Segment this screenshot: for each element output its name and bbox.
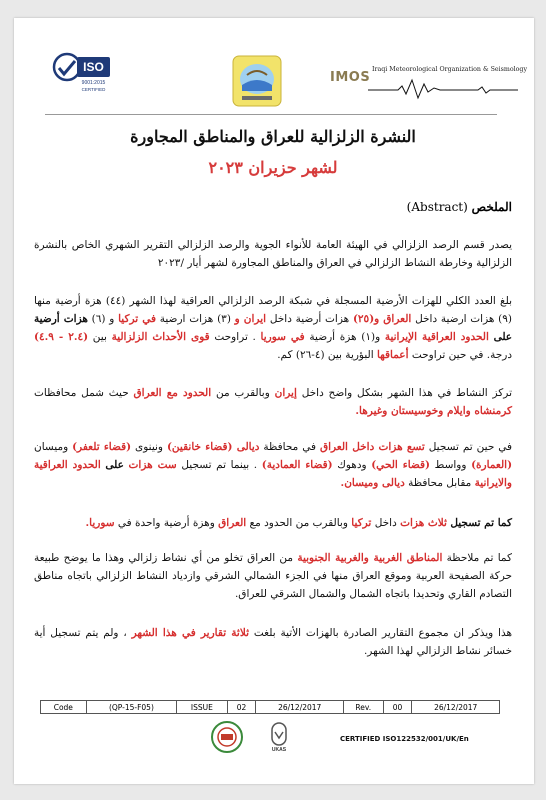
p5-highlight: العراق <box>218 517 247 529</box>
p7-text: نشاط الزلزالي لهذا الشهر. <box>363 645 481 657</box>
p2-text: بين <box>92 331 107 343</box>
p6-highlight: المناطق الغربية والغربية الجنوبية <box>297 552 443 564</box>
ukas-logo-icon <box>262 720 296 754</box>
p6-text: من العراق تخلو من أي نشاط زلزالي وهذا ما يوضح طبيعة حركة الصفيحة العربية وموقع العراق منها في الجزء الشمالي الشرقي وازدياد النشاط الزلزالي باتجاه مناطق التصادم القاري وتحديدا باتجاه الشمال والشمال الشرقي للعراق. <box>34 552 512 600</box>
header-divider <box>45 114 497 115</box>
iso-label: ISO <box>83 60 104 74</box>
p2-text: البؤرية بين (٤-٢٦) كم. <box>277 349 374 361</box>
abstract-label: الملخص <box>471 200 512 214</box>
p3-highlight: إيران <box>274 387 297 399</box>
p4-highlight: (قضاء تلعفر) <box>72 441 132 453</box>
page-title: النشرة الزلزالية للعراق والمناطق المجاورة <box>130 127 416 146</box>
organization-name: Iraqi Meteorological Organization & Seismology <box>372 66 528 73</box>
page-subtitle: لشهر حزيران ٢٠٢٣ <box>208 158 338 177</box>
control-cell: (QP-15-F05) <box>86 701 177 714</box>
p4-highlight: ست هزات <box>128 459 177 471</box>
control-cell: 26/12/2017 <box>412 701 500 714</box>
iso-certification-logo <box>50 48 112 94</box>
control-cell: 00 <box>383 701 412 714</box>
p3-highlight: كرمنشاه وايلام وخوسيستان وغيرها. <box>355 405 512 417</box>
p4-text: مقابل محافظة <box>408 477 472 489</box>
control-cell: 26/12/2017 <box>256 701 344 714</box>
p4-highlight: الحدود العراقية والايرانية <box>34 459 512 489</box>
p2-highlight: ايران و <box>234 313 267 325</box>
p5-bold: كما تم تسجيل <box>450 517 512 529</box>
p5-text: وهزة أرضية واحدة في <box>117 517 215 529</box>
control-cell: Rev. <box>343 701 383 714</box>
paragraph-reports <box>34 624 512 660</box>
imos-logo-text: IMOS <box>330 70 371 85</box>
p4-highlight: ديالى وميسان. <box>340 477 405 489</box>
p5-highlight: سوريا. <box>85 517 115 529</box>
abstract-en-label: (Abstract) <box>406 200 468 214</box>
p4-highlight: (قضاء الحي) <box>371 459 430 471</box>
p6-text: كما تم ملاحظة <box>446 552 512 564</box>
p2-bold: هزات أرضية على <box>34 313 513 343</box>
p5-text: داخل <box>374 517 397 529</box>
certification-text: CERTIFIED ISO122532/001/UK/En <box>340 735 469 743</box>
p2-highlight: في سوريا <box>260 331 305 343</box>
paragraph-total-events <box>34 292 512 364</box>
ukas-label: UKAS <box>271 747 287 753</box>
paragraph-turkey-syria <box>34 514 512 532</box>
p2-highlight: قوى الأحداث الزلزالية <box>111 331 210 343</box>
p2-text: هزات أرضية داخل <box>269 313 350 325</box>
p4-bold: على <box>105 459 124 471</box>
p2-text: درجة. في حين تراوحت <box>411 349 512 361</box>
p4-highlight: (قضاء العمادية) <box>261 459 333 471</box>
p2-highlight: أعماقها <box>376 349 409 361</box>
p3-highlight: الحدود مع العراق <box>133 387 212 399</box>
p4-text: وميسان <box>34 441 69 453</box>
p4-highlight: ديالى (قضاء خانقين) <box>166 441 260 453</box>
seismograph-icon <box>368 76 518 100</box>
iso-certified-label: CERTIFIED <box>81 87 106 92</box>
paragraph-intro: يصدر قسم الرصد الزلزالي في الهيئة العامة للأنواء الجوية والرصد الزلزالي التقرير الشهري الخاص بالنشرة الزلزالية وخارطة النشاط الزلزالي في العراق والمناطق المجاورة لشهر أيار /٢٠٢٣ <box>34 239 512 269</box>
p5-text: وبالقرب من الحدود مع <box>249 517 348 529</box>
document-control-table <box>40 700 500 714</box>
p2-highlight: الحدود العراقية الإيرانية <box>384 331 489 343</box>
p3-text: تركز النشاط في هذا الشهر بشكل واضح داخل <box>301 387 513 399</box>
p2-text: بلغ العدد الكلي للهزات الأرضية المسجلة في شبكة الرصد الزلزالي العراقية لهذا الشهر (٤٤) هزة أرضية منها (٩) هزات ارضية داخل <box>34 295 513 325</box>
p2-text: و (٦) <box>91 313 115 325</box>
p3-text: وبالقرب من <box>216 387 270 399</box>
p7-text: هذا ويذكر ان مجموع التقارير الصادرة بالهزات الأتية بلغت <box>253 627 513 639</box>
p2-highlight: (٢.٤ - ٤.٩) <box>34 331 89 343</box>
paragraph-activity-focus <box>34 384 512 420</box>
p2-text: (٣) هزات ارضية <box>159 313 231 325</box>
abstract-heading <box>407 200 512 214</box>
certification-seal-icon <box>210 720 244 754</box>
p4-text: ودهوك <box>337 459 367 471</box>
control-cell: ISSUE <box>177 701 227 714</box>
p4-highlight: (العمارة) <box>471 459 513 471</box>
p7-text: ، ولم يتم تسجيل أية خسائر <box>34 627 512 657</box>
p7-highlight: ثلاثة تقارير في هذا الشهر <box>131 627 250 639</box>
p3-text: حيث شمل محافظات <box>34 387 129 399</box>
p4-highlight: تسع هزات داخل العراق <box>319 441 425 453</box>
paragraph-tectonics <box>34 549 512 603</box>
p4-text: في حين تم تسجيل <box>428 441 513 453</box>
p2-text: . تراوحت <box>214 331 256 343</box>
p5-highlight: ثلاث هزات <box>400 517 447 529</box>
p4-text: في محافظة <box>263 441 316 453</box>
p4-text: وواسط <box>434 459 467 471</box>
p2-text: و(١) هزة أرضية <box>309 331 381 343</box>
p4-text: . بينما تم تسجيل <box>181 459 258 471</box>
p2-highlight: في تركيا <box>118 313 156 325</box>
p4-text: ونينوى <box>135 441 164 453</box>
paragraph-iraq-events <box>34 438 512 492</box>
control-cell: Code <box>41 701 87 714</box>
p2-highlight: العراق و(٢٥) <box>352 313 412 325</box>
iso-number: 9001:2015 <box>81 80 106 86</box>
organization-emblem <box>232 55 282 107</box>
control-cell: 02 <box>227 701 256 714</box>
p5-highlight: تركيا <box>351 517 372 529</box>
